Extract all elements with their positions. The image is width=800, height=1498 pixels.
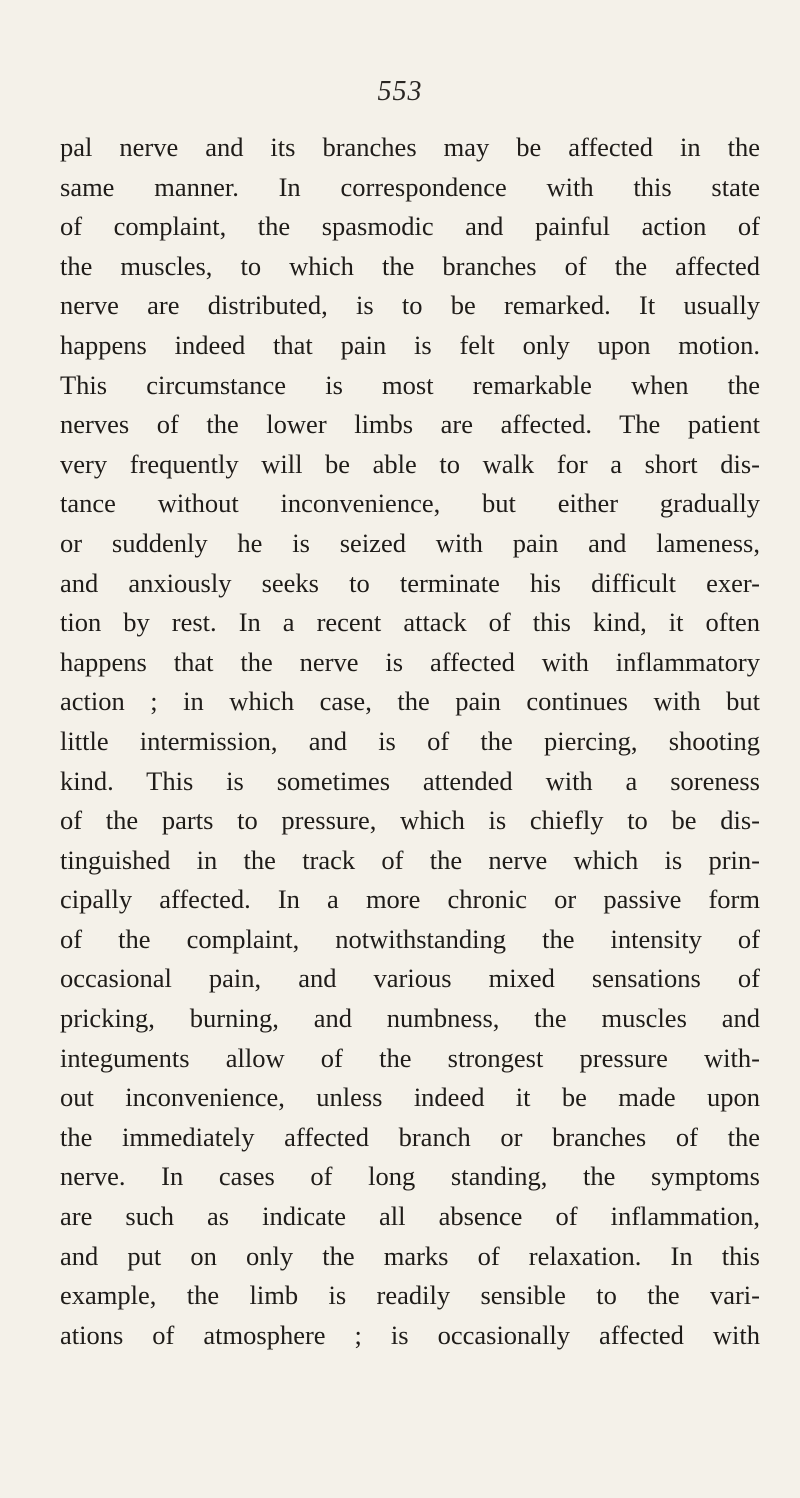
text-line: of complaint, the spasmodic and painful action of (60, 211, 760, 242)
text-line: nerves of the lower limbs are affected. The patient (60, 409, 760, 440)
text-line: or suddenly he is seized with pain and lameness, (60, 527, 760, 558)
text-line: very frequently will be able to walk for a short dis- (60, 448, 760, 479)
text-line: action ; in which case, the pain continues with but (60, 686, 760, 717)
text-line: happens indeed that pain is felt only upon motion. (60, 329, 760, 360)
text-line: kind. This is sometimes attended with a soreness (60, 765, 760, 796)
body-text (60, 128, 760, 1355)
text-line: ations of atmosphere ; is occasionally affected with (60, 1319, 760, 1350)
text-line: tinguished in the track of the nerve which is prin- (60, 844, 760, 875)
text-line: the immediately affected branch or branches of the (60, 1121, 760, 1152)
text-line: nerve. In cases of long standing, the symptoms (60, 1161, 760, 1192)
text-line: nerve are distributed, is to be remarked. It usually (60, 290, 760, 321)
text-line: integuments allow of the strongest pressure with- (60, 1042, 760, 1073)
text-line: and put on only the marks of relaxation. In this (60, 1240, 760, 1271)
text-line: are such as indicate all absence of inflammation, (60, 1201, 760, 1232)
page-number: 553 (377, 76, 423, 107)
text-line: tance without inconvenience, but either gradually (60, 488, 760, 519)
text-line: pricking, burning, and numbness, the muscles and (60, 1003, 760, 1034)
text-line: same manner. In correspondence with this state (60, 171, 760, 202)
text-line: out inconvenience, unless indeed it be made upon (60, 1082, 760, 1113)
text-line: of the complaint, notwithstanding the intensity of (60, 923, 760, 954)
text-line: tion by rest. In a recent attack of this kind, it often (60, 607, 760, 638)
text-line: This circumstance is most remarkable when the (60, 369, 760, 400)
text-line: occasional pain, and various mixed sensations of (60, 963, 760, 994)
text-line: cipally affected. In a more chronic or passive form (60, 884, 760, 915)
text-line: little intermission, and is of the piercing, shooting (60, 725, 760, 756)
text-line: the muscles, to which the branches of the affected (60, 250, 760, 281)
text-line: pal nerve and its branches may be affected in the (60, 132, 760, 162)
text-line: of the parts to pressure, which is chiefly to be dis- (60, 805, 760, 836)
text-line: and anxiously seeks to terminate his difficult exer- (60, 567, 760, 598)
text-line: example, the limb is readily sensible to the vari- (60, 1280, 760, 1311)
text-line: happens that the nerve is affected with inflammatory (60, 646, 760, 677)
